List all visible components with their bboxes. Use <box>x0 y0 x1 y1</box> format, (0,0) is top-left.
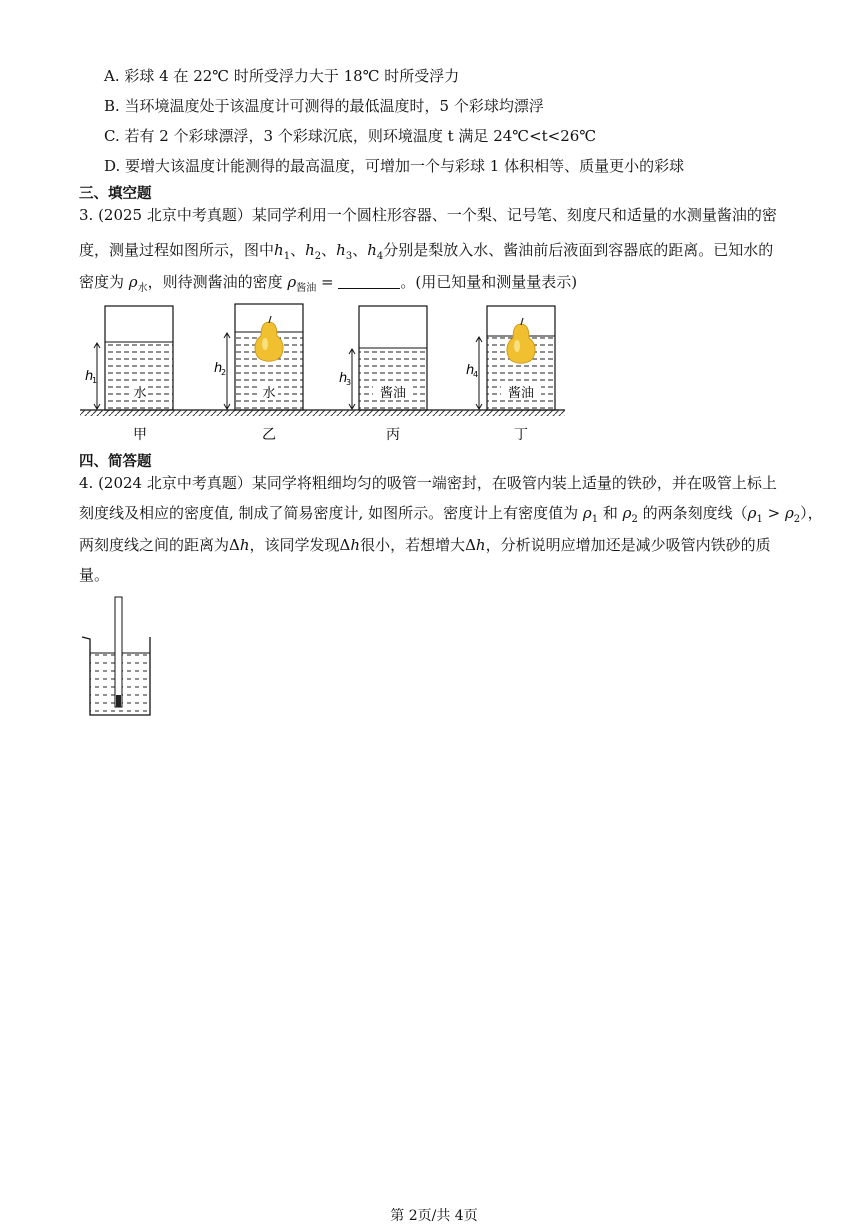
option-a: A. 彩球 4 在 22℃ 时所受浮力大于 18℃ 时所受浮力 <box>104 67 460 85</box>
container-jia <box>85 306 173 410</box>
question-3-line-2: 度，测量过程如图所示，图中$h_1$、$h_2$、$h_3$、$h_4$分别是梨放入水、酱油前后液面到容器底的距离。已知水的 <box>79 241 774 262</box>
svg-text:2: 2 <box>221 368 227 377</box>
container-bing <box>339 306 427 410</box>
height-label-h2: h <box>214 361 223 376</box>
iron-sand <box>116 695 121 707</box>
liquid-label-ding: 酱油 <box>507 386 535 401</box>
section-heading-short-answer: 四、简答题 <box>79 454 152 470</box>
caption-yi: 乙 <box>262 427 276 443</box>
question-4-line-4: 量。 <box>79 566 110 584</box>
page-footer: 第 2页/共 4页 <box>390 1208 478 1224</box>
container-ding <box>466 306 555 410</box>
question-4-line-2: 刻度线及相应的密度值, 制成了简易密度计, 如图所示。密度计上有密度值为 $\rho_1$ 和 $\rho_2$ 的两条刻度线$(\rho_1 > \rho_2)$， <box>79 504 823 525</box>
ground-hatch <box>80 410 565 416</box>
option-d: D. 要增大该温度计能测得的最高温度，可增加一个与彩球 1 体积相等、质量更小的彩球 <box>104 157 685 175</box>
question-4-line-1: 4. (2024 北京中考真题）某同学将粗细均匀的吸管一端密封，在吸管内装上适量的铁砂，并在吸管上标上 <box>79 474 777 492</box>
question-4-line-3: 两刻度线之间的距离为Δh，该同学发现Δh很小，若想增大Δh，分析说明应增加还是减少吸管内铁砂的质 <box>79 536 771 554</box>
liquid-label-bing: 酱油 <box>379 386 407 401</box>
section-heading-fill-blank: 三、填空题 <box>79 186 152 202</box>
liquid-label-yi: 水 <box>262 386 276 401</box>
container-figure <box>75 300 575 448</box>
caption-jia: 甲 <box>133 427 147 443</box>
question-3-line-1: 3. (2025 北京中考真题）某同学利用一个圆柱形容器、一个梨、记号笔、刻度尺和适量的水测量酱油的密 <box>79 206 777 224</box>
height-label-h1: h <box>85 369 94 384</box>
caption-bing: 丙 <box>386 427 400 443</box>
pear-icon <box>507 318 535 363</box>
height-label-h3: h <box>339 371 348 386</box>
svg-text:4: 4 <box>473 370 479 379</box>
svg-text:3: 3 <box>346 378 352 387</box>
pear-icon <box>255 316 283 361</box>
svg-text:1: 1 <box>92 376 98 385</box>
caption-ding: 丁 <box>514 427 528 443</box>
container-yi <box>214 304 303 410</box>
option-b: B. 当环境温度处于该温度计可测得的最低温度时，5 个彩球均漂浮 <box>104 97 544 115</box>
question-3-line-3: 密度为 $\rho_水$，则待测酱油的密度 $\rho_{酱油}$ = 。(用已知量和测量量表示) <box>79 273 578 294</box>
answer-blank[interactable] <box>338 274 400 289</box>
beaker-densimeter-figure <box>78 595 160 721</box>
option-c: C. 若有 2 个彩球漂浮，3 个彩球沉底，则环境温度 t 满足 24℃<t<26℃ <box>104 127 597 145</box>
liquid-label-jia: 水 <box>133 386 147 401</box>
straw-densimeter <box>115 597 122 707</box>
height-label-h4: h <box>466 363 475 378</box>
